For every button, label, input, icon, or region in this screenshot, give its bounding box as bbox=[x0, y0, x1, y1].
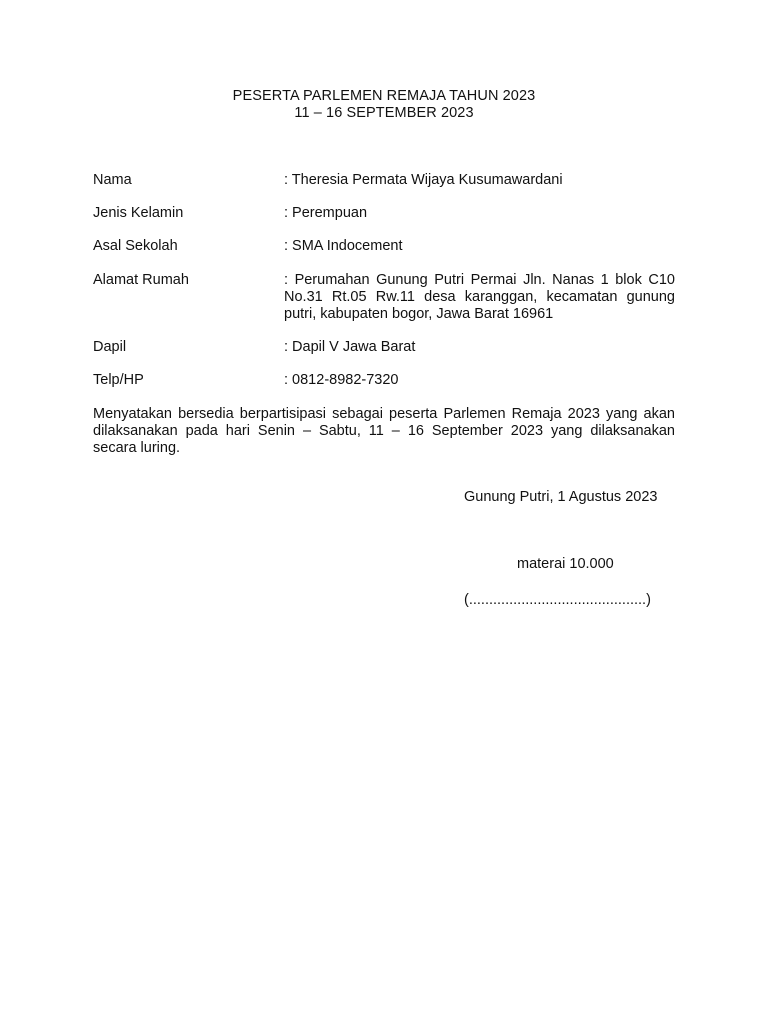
statement-paragraph: Menyatakan bersedia berpartisipasi sebagai peserta Parlemen Remaja 2023 yang akan dilaksanakan pada hari Senin – Sabtu, 11 – 16 September 2023 yang dilaksanakan secara luring. bbox=[93, 406, 675, 456]
place-date: Gunung Putri, 1 Agustus 2023 bbox=[464, 489, 658, 505]
materai-stamp-label: materai 10.000 bbox=[517, 556, 614, 572]
document-title: PESERTA PARLEMEN REMAJA TAHUN 2023 bbox=[232, 88, 536, 104]
field-value-alamat-rumah: : Perumahan Gunung Putri Permai Jln. Nanas 1 blok C10 No.31 Rt.05 Rw.11 desa karanggan, kecamatan gunung putri, kabupaten bogor, Jawa Barat 16961 bbox=[284, 272, 675, 322]
field-value-dapil: : Dapil V Jawa Barat bbox=[284, 339, 416, 355]
field-label-asal-sekolah: Asal Sekolah bbox=[93, 238, 178, 254]
field-label-jenis-kelamin: Jenis Kelamin bbox=[93, 205, 184, 221]
field-label-alamat-rumah: Alamat Rumah bbox=[93, 272, 189, 288]
event-date-range: 11 – 16 SEPTEMBER 2023 bbox=[294, 105, 474, 121]
field-label-nama: Nama bbox=[93, 172, 132, 188]
field-value-asal-sekolah: : SMA Indocement bbox=[284, 238, 403, 254]
field-value-nama: : Theresia Permata Wijaya Kusumawardani bbox=[284, 172, 563, 188]
signature-name-line: (............................................) bbox=[464, 592, 651, 608]
field-value-telp: : 0812-8982-7320 bbox=[284, 372, 399, 388]
document-header bbox=[0, 88, 768, 122]
field-label-telp: Telp/HP bbox=[93, 372, 144, 388]
field-label-dapil: Dapil bbox=[93, 339, 127, 355]
field-value-jenis-kelamin: : Perempuan bbox=[284, 205, 368, 221]
